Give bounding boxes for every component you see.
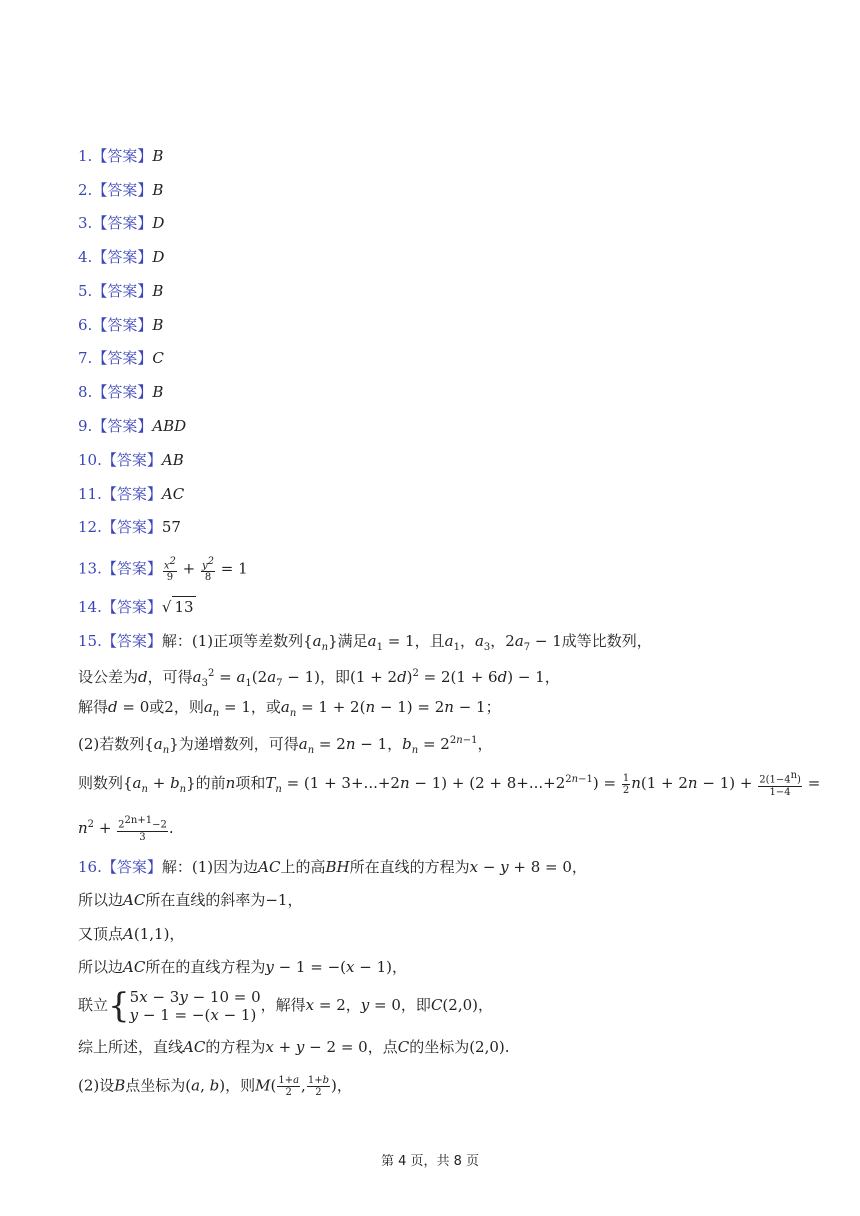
answer-row: 7.【答案】C [78, 349, 164, 367]
answer-row: 8.【答案】B [78, 383, 164, 401]
q16-line-2: 所以边AC所在直线的斜率为−1， [78, 891, 303, 909]
q16-line-6: 综上所述，直线AC的方程为x + y − 2 = 0，点C的坐标为(2,0). [78, 1038, 510, 1056]
answer-row-14: 14.【答案】√ 13 [78, 598, 194, 616]
answer-row: 9.【答案】ABD [78, 417, 187, 435]
q16-line-4: 所以边AC所在的直线方程为y − 1 = −(x − 1)， [78, 958, 407, 976]
q15-line-6: $n^2$ + $\frac{2^{2n+1}-2}{3}$ . [78, 815, 174, 843]
q15-line-4: (2)若数列$\{a_n\}$为递增数列，可得$a_n = 2n - 1$，$b_n = 2^{2n-1}$， [78, 735, 493, 756]
answer-row: 4.【答案】D [78, 248, 165, 266]
q15-line-3: 解得d = 0或2，则$a_n = 1$，或$a_n = 1 + 2(n - 1) = 2n - 1$； [78, 698, 501, 719]
fraction: $\frac{y^2}{8}$ [202, 556, 215, 584]
answer-row: 11.【答案】AC [78, 485, 185, 503]
q16-line-7: (2)设B点坐标为(a, b)，则M( $\frac{1+a}{2}$ , $\frac{1+b}{2}$ )， [78, 1075, 352, 1098]
answer-row: 6.【答案】B [78, 316, 164, 334]
q16-line-1: 16.【答案】解：(1)因为边AC上的高BH所在直线的方程为x − y + 8 = 0， [78, 858, 587, 876]
q16-line-3: 又顶点A(1,1)， [78, 925, 185, 943]
q15-line-1: 15.【答案】解：(1)正项等差数列$\{a_n\}$满足$a_1 = 1$，且$a_1$，$a_3$，$2a_7 - 1$成等比数列， [78, 632, 652, 653]
q15-line-2: 设公差为d，可得$a_3^2 = a_1(2a_7 - 1)$，即$(1 + 2d)^2 = 2(1 + 6d) - 1$， [78, 668, 560, 689]
answer-row: 5.【答案】B [78, 282, 164, 300]
answer-row: 12.【答案】57 [78, 518, 181, 536]
answer-row: 1.【答案】B [78, 147, 164, 165]
answer-row: 10.【答案】AB [78, 451, 184, 469]
q15-line-5: 则数列$\{a_n + b_n\}$的前n项和$T_n = (1 + 3+...+2n - 1) + (2 + 8+...+2^{2n-1})$ = $\frac{1}{2}$ n(1 + 2n − 1) + $\frac{2(1-4^n)}{1-4}$ = [78, 770, 821, 798]
answer-row-13: 13.【答案】 $\frac{x^2}{9}$ + $\frac{y^2}{8}$ = 1 [78, 556, 248, 584]
page-footer: 第 4 页，共 8 页 [380, 1154, 480, 1169]
answer-row: 2.【答案】B [78, 181, 164, 199]
answer-row: 3.【答案】D [78, 214, 165, 232]
fraction: $\frac{x^2}{9}$ [163, 556, 176, 584]
q16-line-5: 联立{ 5x − 3y − 10 = 0 y − 1 = −(x − 1) ，解得x = 2，y = 0，即C(2,0)， [78, 986, 493, 1026]
